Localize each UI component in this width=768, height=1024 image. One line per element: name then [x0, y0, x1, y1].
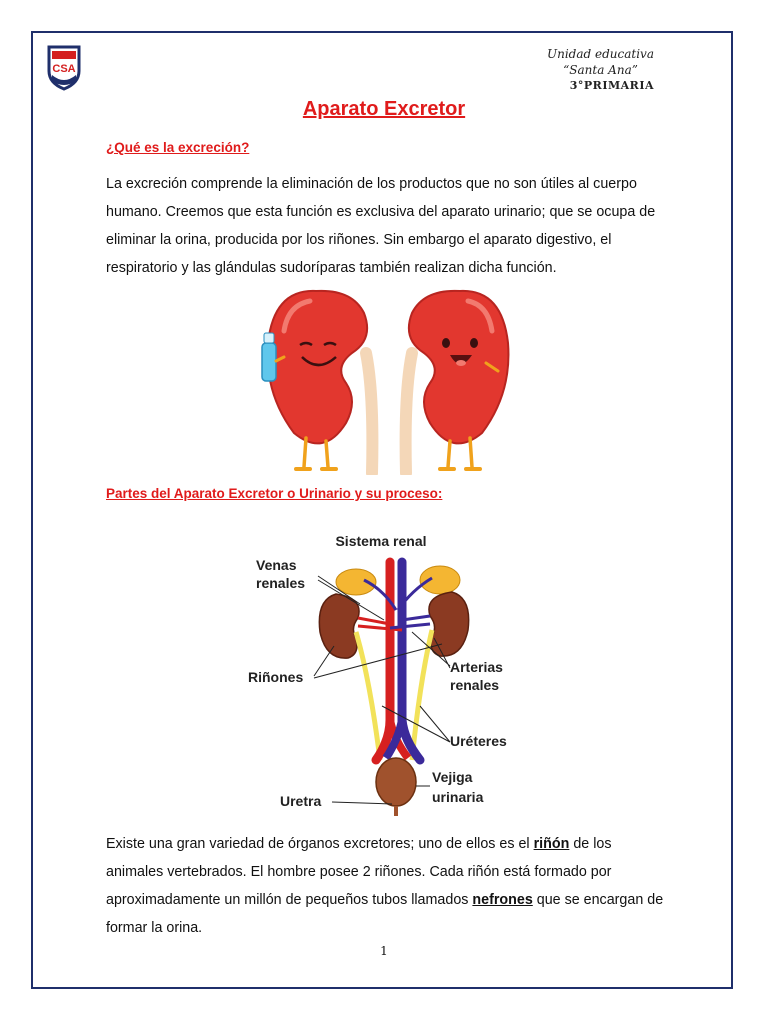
page-number: 1 — [380, 944, 388, 958]
school-line-2: “Santa Ana” — [563, 63, 638, 77]
diagram-title: Sistema renal — [335, 533, 427, 549]
school-line-1: Unidad educativa — [547, 47, 654, 61]
intro-paragraph: La excreción comprende la eliminación de los productos que no son útiles al cuerpo humano. Creemos que esta función es exclusiva del aparato urinario; que se ocupa de eliminar la orina, producida por los riñones. Sin embargo el aparato digestivo, el respiratorio y las glándulas sudoríparas también realizan dicha función. — [106, 176, 656, 276]
keyword-rinon: riñón — [533, 836, 570, 852]
renal-system-diagram — [244, 520, 534, 820]
school-logo — [47, 45, 81, 91]
school-info — [547, 46, 654, 94]
page-title: Aparato Excretor — [302, 98, 466, 120]
label-vejiga-1: Vejiga — [432, 769, 473, 785]
logo-text: CSA — [52, 63, 76, 75]
label-rinones: Riñones — [248, 669, 304, 685]
section-heading-excrecion: ¿Qué es la excreción? — [106, 140, 250, 155]
closing-text-3: que se encargan de formar la orina. — [106, 892, 664, 936]
grade-label: 3°PRIMARIA — [569, 79, 654, 92]
section-heading-partes: Partes del Aparato Excretor o Urinario y su proceso: — [106, 486, 443, 501]
cartoon-kidneys-illustration — [254, 283, 520, 475]
closing-text-1: Existe una gran variedad de órganos excretores; uno de ellos es el — [106, 836, 534, 852]
closing-text-2: de los animales vertebrados. El hombre posee 2 riñones. Cada riñón está formado por aproximadamente un millón de pequeños tubos llamados — [106, 836, 612, 908]
label-vejiga-2: urinaria — [432, 789, 484, 805]
label-arterias-1: Arterias — [450, 659, 503, 675]
label-venas-1: Venas — [256, 557, 297, 573]
closing-paragraph — [106, 830, 666, 942]
label-arterias-2: renales — [450, 677, 500, 693]
label-ureteres: Uréteres — [450, 733, 507, 749]
label-uretra: Uretra — [280, 793, 322, 809]
keyword-nefrones: nefrones — [472, 892, 533, 908]
label-venas-2: renales — [256, 575, 306, 591]
